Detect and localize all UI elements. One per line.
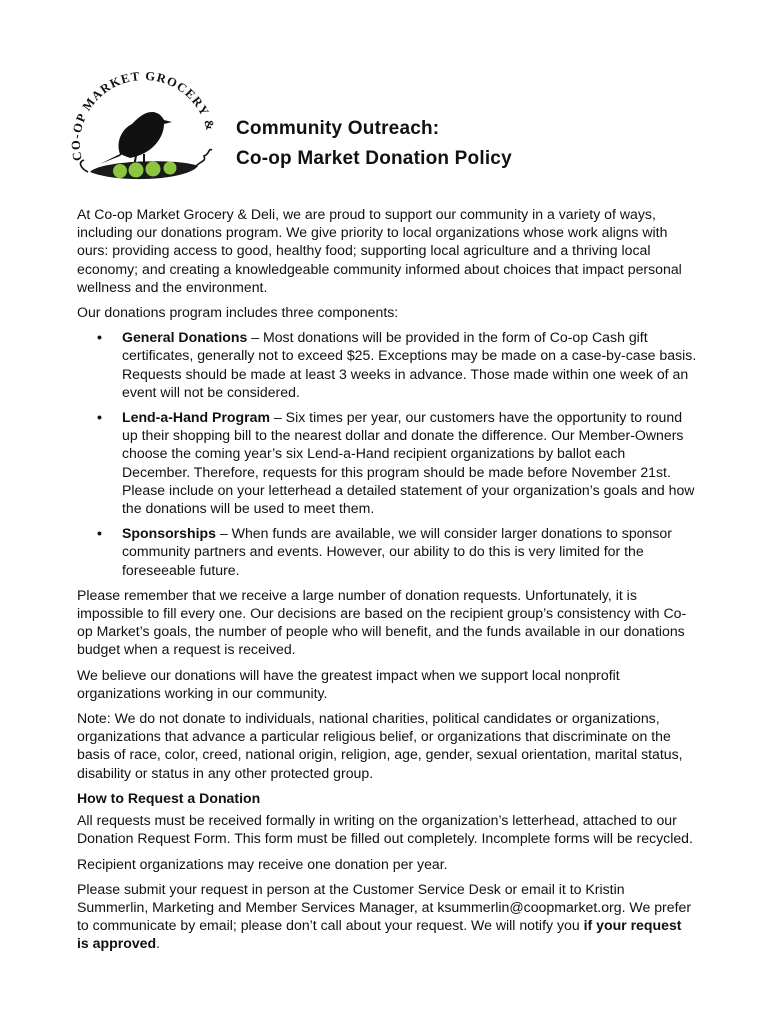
bullet-icon: • bbox=[97, 409, 102, 426]
title-block bbox=[236, 114, 716, 174]
pea-1 bbox=[113, 164, 127, 178]
believe-paragraph: We believe our donations will have the greatest impact when we support local nonprofit organizations working in our community. bbox=[77, 666, 620, 701]
recipient-paragraph: Recipient organizations may receive one donation per year. bbox=[77, 855, 448, 872]
logo-text: CO-OP MARKET GROCERY & bbox=[68, 68, 218, 163]
section-heading: How to Request a Donation bbox=[77, 789, 261, 806]
crow-body bbox=[119, 112, 173, 158]
note-paragraph: Note: We do not donate to individuals, national charities, political candidates or organizations, organizations that advance a particular religious belief, or organizations that discriminate on the basis of race, color, creed, national origin, religion, age, gender, sexual orientation, marital status, disability or status in any other protected group. bbox=[77, 710, 683, 781]
list-item-title: Lend-a-Hand Program bbox=[122, 409, 270, 426]
pea-3 bbox=[146, 162, 161, 177]
list-item-title: Sponsorships bbox=[122, 525, 216, 542]
list-item bbox=[77, 524, 697, 579]
logo-graphic bbox=[60, 68, 220, 193]
remember-paragraph: Please remember that we receive a large number of donation requests. Unfortunately, it is impossible to fill every one. Our decisions are based on the recipient group’s consistency with Co-op Market’s goals, the number of people who will benefit, and the funds available in our donations budget when a request is received. bbox=[77, 586, 687, 658]
list-item-text: – Six times per year, our customers have the opportunity to round up their shopping bill to the nearest dollar and donate the difference. Our Member-Owners choose the coming year’s six Lend-a-Hand recipient organizations by ballot each December. Therefore, requests for this program should be made before November 21st. Please include on your letterhead a detailed statement of your organization’s goals and how the donations will be used to meet them. bbox=[122, 409, 695, 517]
document-body bbox=[77, 205, 697, 960]
pea-pod bbox=[90, 161, 198, 179]
submit-paragraph bbox=[77, 880, 697, 953]
intro-paragraph: At Co-op Market Grocery & Deli, we are proud to support our community in a variety of ways, including our donations program. We give priority to local organizations whose work aligns with ours: providing access to good, healthy food; supporting local agriculture and a thriving local economy; and creating a knowledgeable community informed about choices that impact personal wellness and the environment. bbox=[77, 206, 682, 295]
requests-paragraph: All requests must be received formally in writing on the organization’s letterhead, attached to our Donation Request Form. This form must be filled out completely. Incomplete forms will be recycled. bbox=[77, 812, 693, 847]
list-item-text: – Most donations will be provided in the form of Co-op Cash gift certificates, generally not to exceed $25. Exceptions may be made on a case-by-case basis. Requests should be made at least 3 weeks in advance. Those made within one week of an event will not be considered. bbox=[122, 329, 697, 400]
pea-tendril-left bbox=[81, 160, 88, 172]
components-list bbox=[77, 328, 697, 579]
submit-text: Please submit your request in person at the Customer Service Desk or email it to Kristin Summerlin, Marketing and Member Services Manager, at ksummerlin@coopmarket.org. We prefer to communicate by email; please don’t call about your request. We will notify you bbox=[77, 880, 692, 934]
list-item bbox=[77, 408, 697, 517]
bullet-icon: • bbox=[97, 525, 102, 542]
list-item-title: General Donations bbox=[122, 329, 248, 346]
list-item-text: – When funds are available, we will consider larger donations to sponsor community partners and events. However, our ability to do this is very limited for the foreseeable future. bbox=[122, 525, 672, 578]
pea-2 bbox=[129, 163, 144, 178]
submit-end: . bbox=[156, 935, 161, 952]
pea-tendril bbox=[196, 150, 212, 166]
crow-tail bbox=[100, 152, 124, 164]
bullet-icon: • bbox=[97, 329, 102, 346]
submit-emphasis: if your request is approved bbox=[77, 917, 682, 952]
page-title: Community Outreach: bbox=[236, 118, 440, 139]
coop-market-logo bbox=[60, 68, 220, 193]
components-intro: Our donations program includes three components: bbox=[77, 304, 399, 321]
page-subtitle: Co-op Market Donation Policy bbox=[236, 148, 512, 169]
list-item bbox=[77, 328, 697, 401]
pea-4 bbox=[164, 162, 177, 175]
